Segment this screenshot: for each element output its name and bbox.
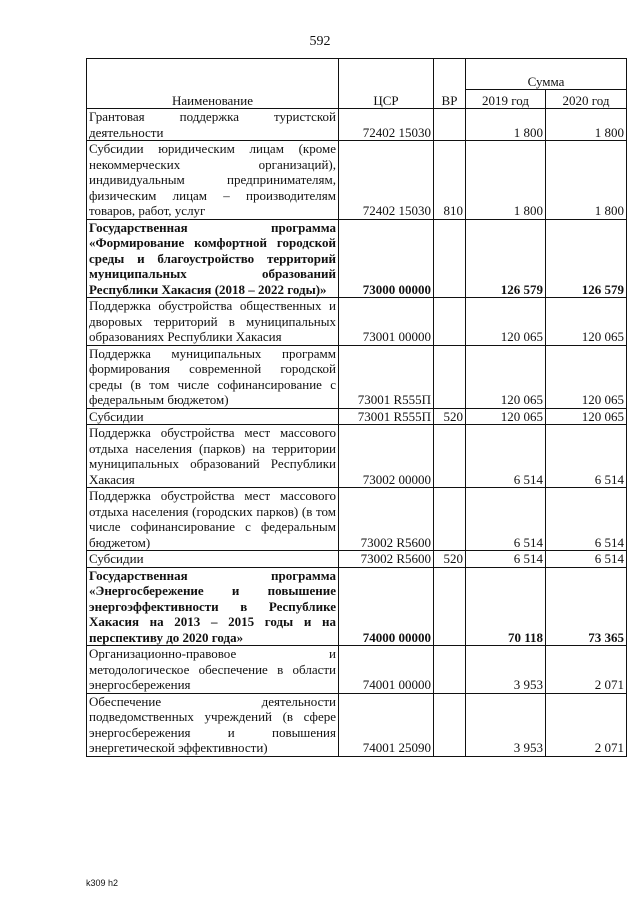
row-name: Поддержка обустройства мест массового отдыха населения (парков) на территории муниципальных образований Республики Хакасия [87, 425, 339, 488]
row-name: Субсидии [87, 408, 339, 425]
row-name: Поддержка обустройства общественных и дворовых территорий в муниципальных образованиях Республики Хакасия [87, 298, 339, 346]
row-sum-2020: 2 071 [546, 646, 627, 694]
row-name: Субсидии юридическим лицам (кроме некоммерческих организаций), индивидуальным предпринимателям, физическим лицам – производителям товаров, работ, услуг [87, 141, 339, 220]
row-sum-2019: 1 800 [466, 141, 546, 220]
row-sum-2019: 6 514 [466, 425, 546, 488]
row-csr: 73002 R5600 [339, 488, 434, 551]
row-sum-2020: 126 579 [546, 219, 627, 298]
page-number: 592 [309, 34, 331, 49]
table-header [87, 59, 627, 109]
table-row [87, 141, 627, 220]
row-vr [434, 109, 466, 141]
row-csr: 72402 15030 [339, 109, 434, 141]
row-vr [434, 646, 466, 694]
row-sum-2019: 120 065 [466, 298, 546, 346]
header-vr: ВР [434, 59, 466, 109]
table-row [87, 693, 627, 756]
row-vr [434, 567, 466, 646]
row-sum-2019: 120 065 [466, 408, 546, 425]
row-csr: 73001 R555П [339, 345, 434, 408]
row-sum-2020: 2 071 [546, 693, 627, 756]
row-name: Обеспечение деятельности подведомственных учреждений (в сфере энергосбережения и повышения энергетической эффективности) [87, 693, 339, 756]
row-vr: 520 [434, 551, 466, 568]
row-sum-2019: 3 953 [466, 646, 546, 694]
row-sum-2019: 126 579 [466, 219, 546, 298]
row-vr [434, 298, 466, 346]
row-name: Субсидии [87, 551, 339, 568]
row-csr: 74001 00000 [339, 646, 434, 694]
row-csr: 72402 15030 [339, 141, 434, 220]
budget-table [86, 58, 627, 757]
table-row [87, 646, 627, 694]
row-vr [434, 425, 466, 488]
header-sum: Сумма [466, 59, 627, 90]
row-csr: 73002 R5600 [339, 551, 434, 568]
row-vr [434, 345, 466, 408]
table-row [87, 219, 627, 298]
row-csr: 73000 00000 [339, 219, 434, 298]
row-sum-2019: 3 953 [466, 693, 546, 756]
row-sum-2020: 6 514 [546, 551, 627, 568]
table-row [87, 109, 627, 141]
table-row [87, 408, 627, 425]
row-sum-2020: 6 514 [546, 488, 627, 551]
row-csr: 73001 00000 [339, 298, 434, 346]
footer-code: k309 h2 [86, 878, 119, 888]
table-row [87, 551, 627, 568]
row-sum-2020: 6 514 [546, 425, 627, 488]
row-vr: 520 [434, 408, 466, 425]
row-name: Организационно-правовое и методологическое обеспечение в области энергосбережения [87, 646, 339, 694]
row-vr [434, 219, 466, 298]
row-csr: 73002 00000 [339, 425, 434, 488]
row-name: Поддержка обустройства мест массового отдыха населения (городских парков) (в том числе софинансирование с федеральным бюджетом) [87, 488, 339, 551]
table-row [87, 567, 627, 646]
row-sum-2019: 1 800 [466, 109, 546, 141]
row-name: Государственная программа «Формирование комфортной городской среды и благоустройство территорий муниципальных образований Республики Хакасия (2018 – 2022 годы)» [87, 219, 339, 298]
table-row [87, 345, 627, 408]
row-sum-2019: 120 065 [466, 345, 546, 408]
row-csr: 74000 00000 [339, 567, 434, 646]
row-csr: 73001 R555П [339, 408, 434, 425]
row-sum-2019: 6 514 [466, 488, 546, 551]
row-name: Грантовая поддержка туристской деятельности [87, 109, 339, 141]
row-vr: 810 [434, 141, 466, 220]
header-year-2019: 2019 год [466, 90, 546, 109]
row-sum-2020: 73 365 [546, 567, 627, 646]
row-name: Государственная программа «Энергосбережение и повышение энергоэффективности в Республике Хакасия на 2013 – 2015 годы и на перспективу до 2020 года» [87, 567, 339, 646]
row-vr [434, 488, 466, 551]
row-sum-2019: 70 118 [466, 567, 546, 646]
header-csr: ЦСР [339, 59, 434, 109]
row-sum-2020: 1 800 [546, 109, 627, 141]
header-name: Наименование [87, 59, 339, 109]
table-row [87, 425, 627, 488]
table-row [87, 488, 627, 551]
header-year-2020: 2020 год [546, 90, 627, 109]
row-sum-2020: 1 800 [546, 141, 627, 220]
row-sum-2019: 6 514 [466, 551, 546, 568]
row-name: Поддержка муниципальных программ формирования современной городской среды (в том числе софинансирование с федеральным бюджетом) [87, 345, 339, 408]
row-vr [434, 693, 466, 756]
row-sum-2020: 120 065 [546, 298, 627, 346]
row-csr: 74001 25090 [339, 693, 434, 756]
table-row [87, 298, 627, 346]
row-sum-2020: 120 065 [546, 408, 627, 425]
table-body [87, 109, 627, 757]
row-sum-2020: 120 065 [546, 345, 627, 408]
